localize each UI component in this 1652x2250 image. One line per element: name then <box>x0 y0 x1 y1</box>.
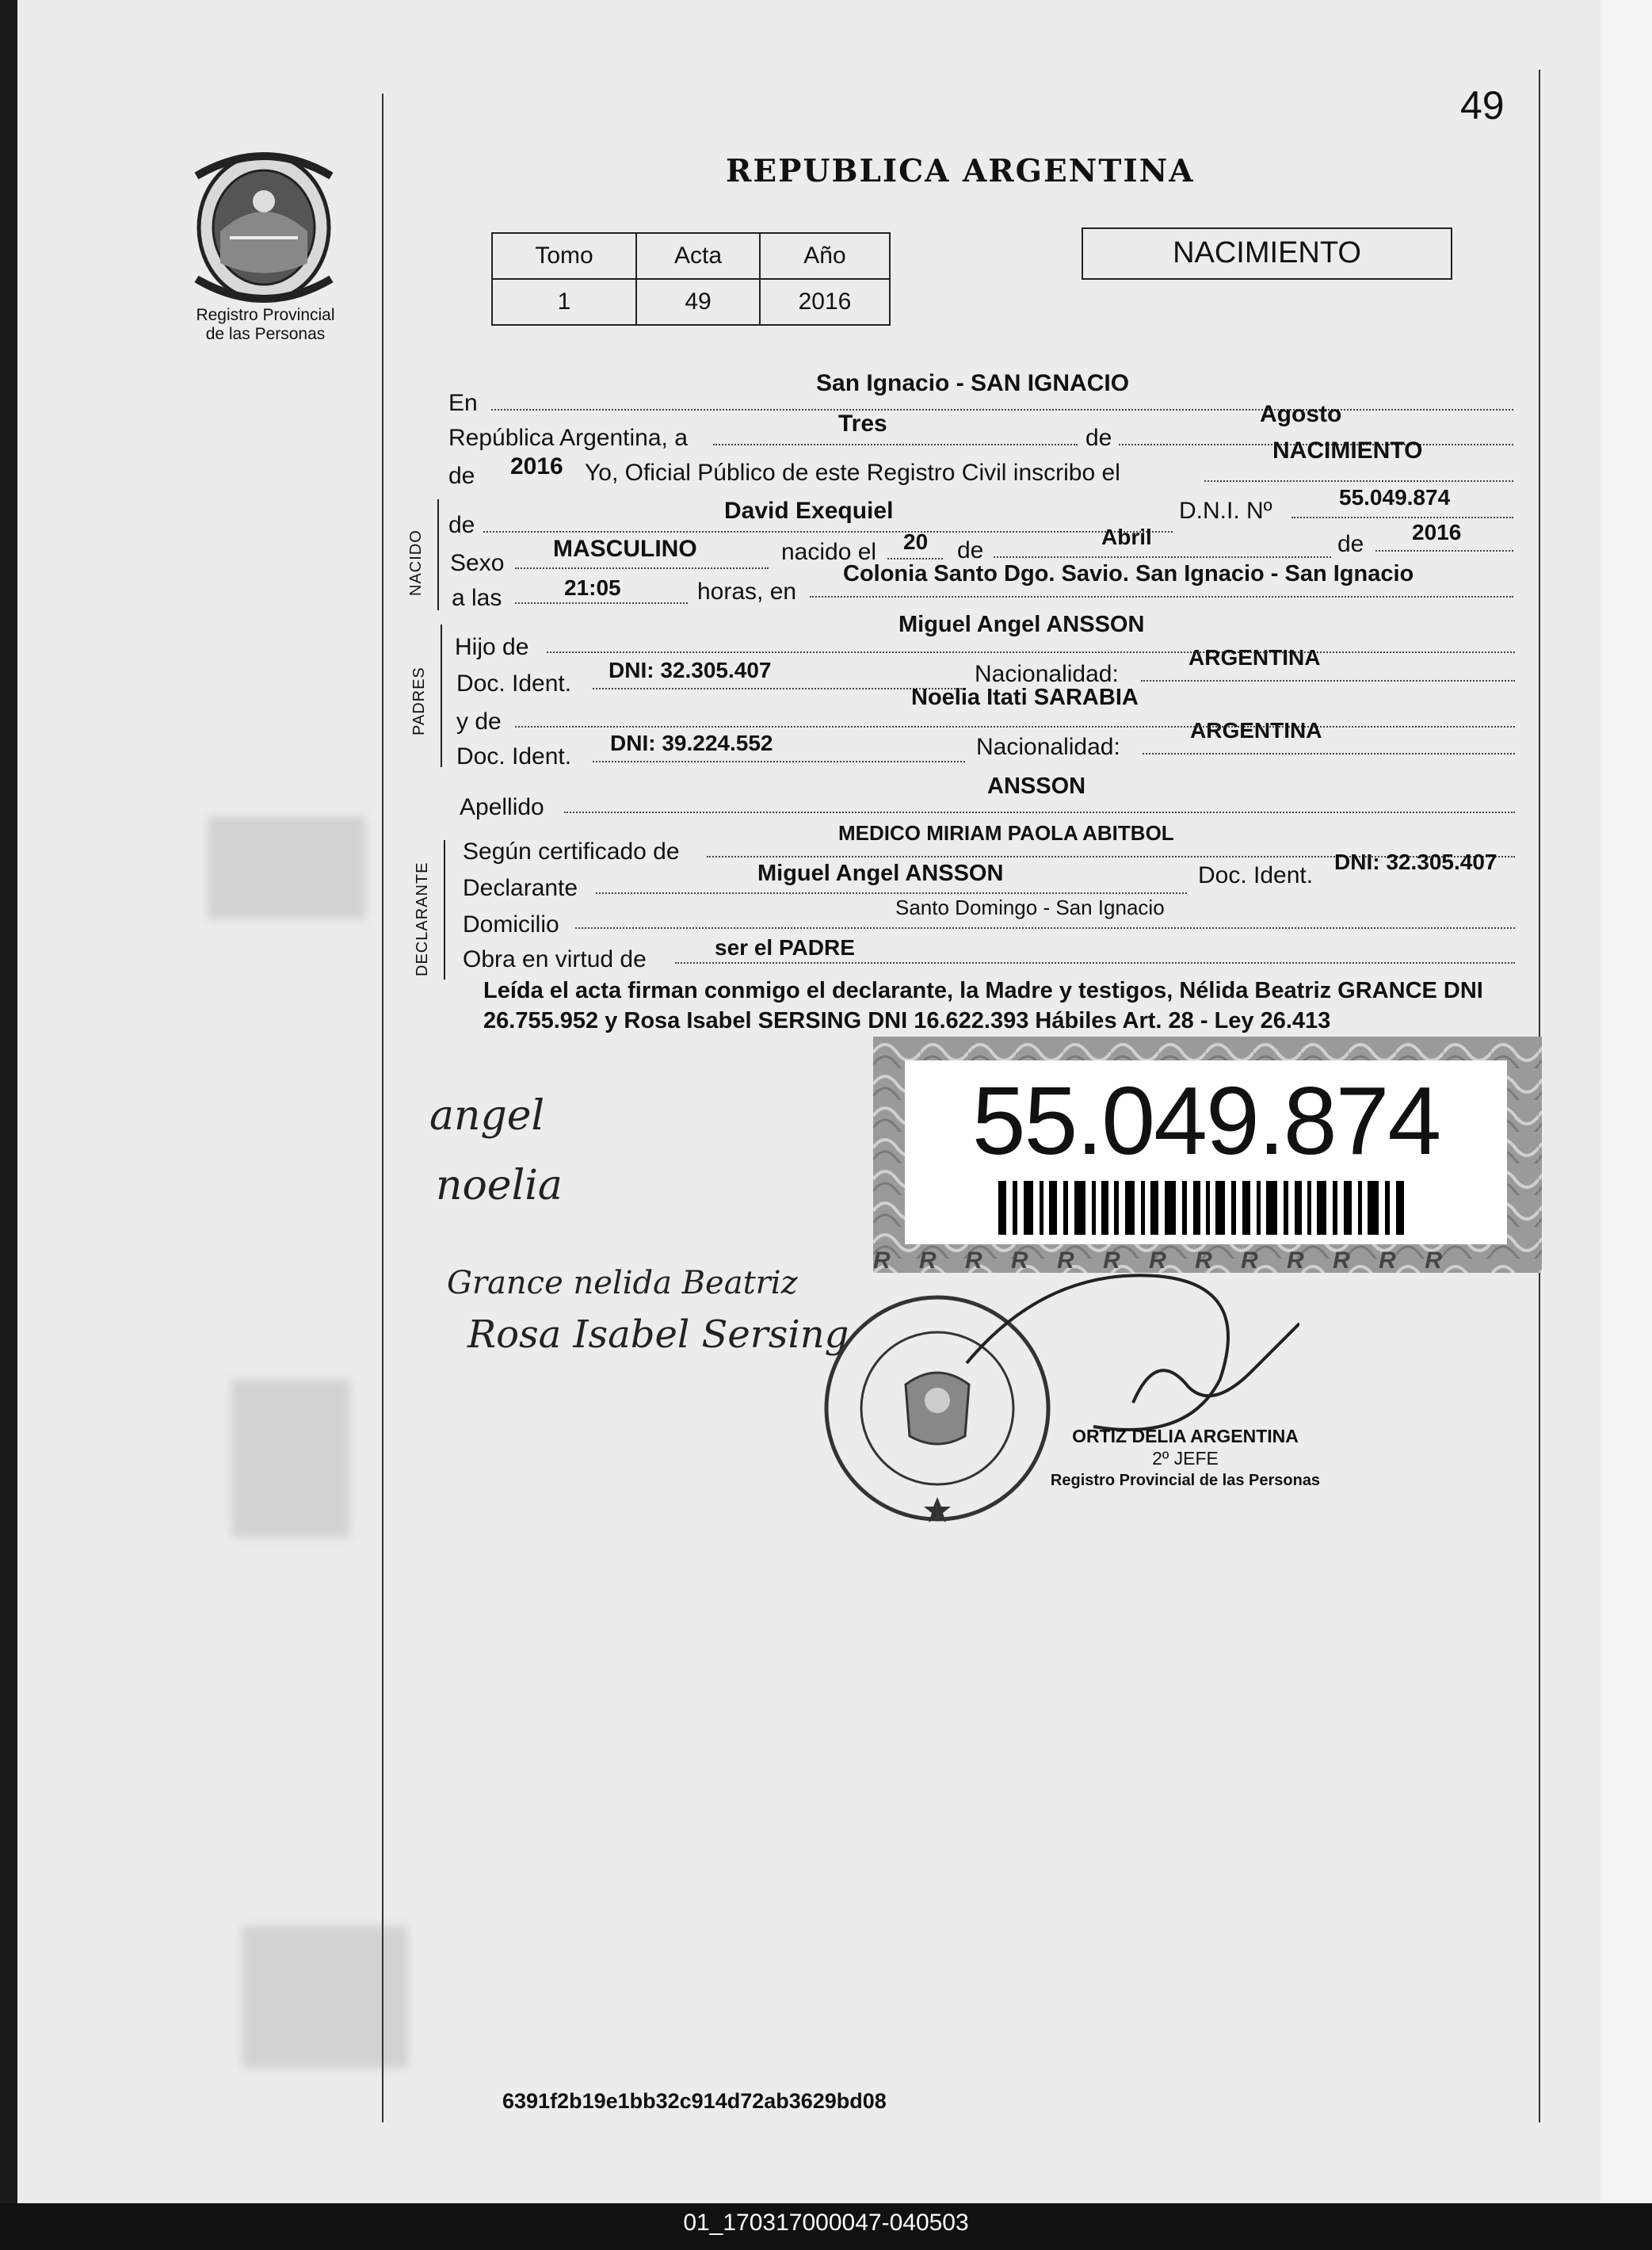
dotted-line <box>547 651 1515 653</box>
pattern-letter: R <box>1333 1247 1361 1273</box>
value-acta: 49 <box>636 279 760 325</box>
official-office: Registro Provincial de las Personas <box>1050 1472 1321 1489</box>
page-number: 49 <box>1460 83 1505 128</box>
pattern-letter: R <box>1241 1247 1269 1273</box>
acta-table <box>491 232 891 326</box>
signature-father: angel <box>429 1092 545 1140</box>
document-hash: 6391f2b19e1bb32c914d72ab3629bd08 <box>502 2089 887 2113</box>
pattern-letter: R <box>1425 1247 1453 1273</box>
month-value: Agosto <box>1260 401 1342 427</box>
dotted-line <box>483 531 1173 533</box>
left-margin-rule <box>382 94 383 2122</box>
pattern-letter: R <box>965 1247 994 1273</box>
dotted-line <box>994 556 1331 558</box>
declarante-doc-value: DNI: 32.305.407 <box>1334 850 1497 874</box>
pattern-letter: R <box>1287 1247 1315 1273</box>
en-label: En <box>448 390 478 416</box>
country-title: REPUBLICA ARGENTINA <box>726 153 1195 189</box>
apellido-value: ANSSON <box>987 774 1086 799</box>
value-ano: 2016 <box>760 279 890 325</box>
doc-label-declarante: Doc. Ident. <box>1198 862 1314 888</box>
child-dni-value: 55.049.874 <box>1339 485 1451 510</box>
record-type-box: NACIMIENTO <box>1082 227 1452 280</box>
official-name: ORTIZ DELIA ARGENTINA <box>1072 1426 1299 1446</box>
official-signature-block <box>1043 1425 1328 1492</box>
certificado-label: Según certificado de <box>463 838 680 865</box>
header-acta: Acta <box>636 233 760 279</box>
domicilio-label: Domicilio <box>463 911 559 938</box>
birth-place-value: Colonia Santo Dgo. Savio. San Ignacio - San Ignacio <box>843 561 1414 586</box>
dotted-line <box>564 812 1515 813</box>
father-nationality-value: ARGENTINA <box>1188 645 1321 670</box>
dotted-line <box>515 726 1515 728</box>
section-label-nacido: NACIDO <box>407 529 425 596</box>
de-label-2: de <box>957 537 984 563</box>
nacionalidad-label-father: Nacionalidad: <box>975 661 1119 687</box>
dni-sticker-number: 55.049.874 <box>971 1067 1440 1175</box>
year-value: 2016 <box>510 453 563 479</box>
dotted-line <box>593 761 965 762</box>
value-tomo: 1 <box>492 279 636 325</box>
obra-value: ser el PADRE <box>715 935 855 960</box>
pattern-letter: R <box>1149 1247 1177 1273</box>
dotted-line <box>491 409 1513 411</box>
dni-number-sticker <box>873 1037 1542 1273</box>
header-ano: Año <box>760 233 890 279</box>
signature-witness-2: Rosa Isabel Sersing <box>467 1312 849 1357</box>
dotted-line <box>1375 550 1513 552</box>
emblem-caption-line2: de las Personas <box>205 325 326 343</box>
misiones-emblem-icon <box>181 144 347 311</box>
dotted-line <box>810 596 1513 598</box>
dni-label-area <box>905 1060 1507 1244</box>
sexo-label: Sexo <box>450 550 505 576</box>
horas-label: horas, en <box>697 579 797 605</box>
dotted-line <box>593 688 965 690</box>
dotted-line <box>1141 680 1515 682</box>
birth-month-value: Abril <box>1101 525 1152 549</box>
father-doc-value: DNI: 32.305.407 <box>609 658 772 682</box>
legal-text: Leída el acta firman conmigo el declarante, la Madre y testigos, Nélida Beatriz GRANCE DNI 26.755.952 y Rosa Isabel SERSING DNI 16.622.393 Hábiles Art. 28 - Ley 26.413 <box>483 978 1483 1033</box>
de2-label: de <box>448 463 475 489</box>
signature-mother: noelia <box>436 1162 563 1209</box>
adjacent-page-edge <box>1600 0 1652 2203</box>
republica-label: República Argentina, a <box>448 425 688 451</box>
dotted-line <box>1143 753 1515 754</box>
dotted-line <box>887 558 943 560</box>
section-rule <box>441 625 442 767</box>
section-rule <box>444 840 445 980</box>
day-word-value: Tres <box>838 411 887 437</box>
pattern-letter: R <box>919 1247 948 1273</box>
dotted-line <box>1291 517 1513 518</box>
dotted-line <box>1204 480 1513 482</box>
declarante-label: Declarante <box>463 875 578 901</box>
pattern-letter: R <box>873 1247 902 1273</box>
birth-year-value: 2016 <box>1412 520 1462 544</box>
mother-doc-value: DNI: 39.224.552 <box>610 731 773 755</box>
dotted-line <box>596 892 1187 894</box>
scan-smudge <box>208 816 366 919</box>
de-label-3: de <box>1337 531 1364 557</box>
child-name-value: David Exequiel <box>724 498 894 524</box>
declarante-name-value: Miguel Angel ANSSON <box>757 861 1004 886</box>
dotted-line <box>575 927 1515 929</box>
emblem-caption <box>182 306 349 344</box>
a-las-label: a las <box>452 585 502 611</box>
father-name-value: Miguel Angel ANSSON <box>898 612 1145 637</box>
pattern-letter: R <box>1103 1247 1131 1273</box>
pattern-letter: R <box>1379 1247 1407 1273</box>
header-tomo: Tomo <box>492 233 636 279</box>
scan-filename: 01_170317000047-040503 <box>683 2210 969 2236</box>
mother-name-value: Noelia Itati SARABIA <box>911 685 1139 710</box>
hijo-label: Hijo de <box>455 634 529 660</box>
barcode-icon <box>998 1181 1410 1235</box>
place-value: San Ignacio - SAN IGNACIO <box>816 370 1130 396</box>
apellido-label: Apellido <box>460 794 544 820</box>
de-label: de <box>1085 425 1112 451</box>
birth-day-value: 20 <box>903 529 929 554</box>
time-value: 21:05 <box>564 575 621 600</box>
de-name-label: de <box>448 512 475 538</box>
pattern-letter: R <box>1195 1247 1223 1273</box>
doc-label-father: Doc. Ident. <box>456 670 572 697</box>
emblem-caption-line1: Registro Provincial <box>196 306 335 324</box>
certificado-value: MEDICO MIRIAM PAOLA ABITBOL <box>838 821 1174 845</box>
nacionalidad-label-mother: Nacionalidad: <box>976 734 1120 760</box>
section-label-padres: PADRES <box>410 667 428 735</box>
section-label-declarante: DECLARANTE <box>414 861 431 976</box>
pattern-letter: R <box>1011 1247 1040 1273</box>
doc-label-mother: Doc. Ident. <box>456 743 572 770</box>
dotted-line <box>515 567 769 569</box>
pattern-letter: R <box>1057 1247 1085 1273</box>
event-value: NACIMIENTO <box>1272 437 1423 464</box>
obra-label: Obra en virtud de <box>463 946 647 972</box>
scan-smudge <box>231 1379 350 1538</box>
mother-nationality-value: ARGENTINA <box>1190 718 1322 743</box>
dotted-line <box>515 602 688 604</box>
dotted-line <box>713 444 1078 445</box>
dotted-line <box>675 962 1515 964</box>
oficial-text: Yo, Oficial Público de este Registro Civil inscribo el <box>585 460 1120 486</box>
y-de-label: y de <box>456 709 502 735</box>
section-rule <box>437 499 439 610</box>
domicilio-value: Santo Domingo - San Ignacio <box>895 896 1165 919</box>
dni-label: D.N.I. Nº <box>1179 498 1272 524</box>
official-role: 2º JEFE <box>1152 1448 1219 1469</box>
signature-witness-1: Grance nelida Beatriz <box>447 1265 798 1301</box>
sexo-value: MASCULINO <box>553 536 697 562</box>
nacido-el-label: nacido el <box>781 539 877 565</box>
